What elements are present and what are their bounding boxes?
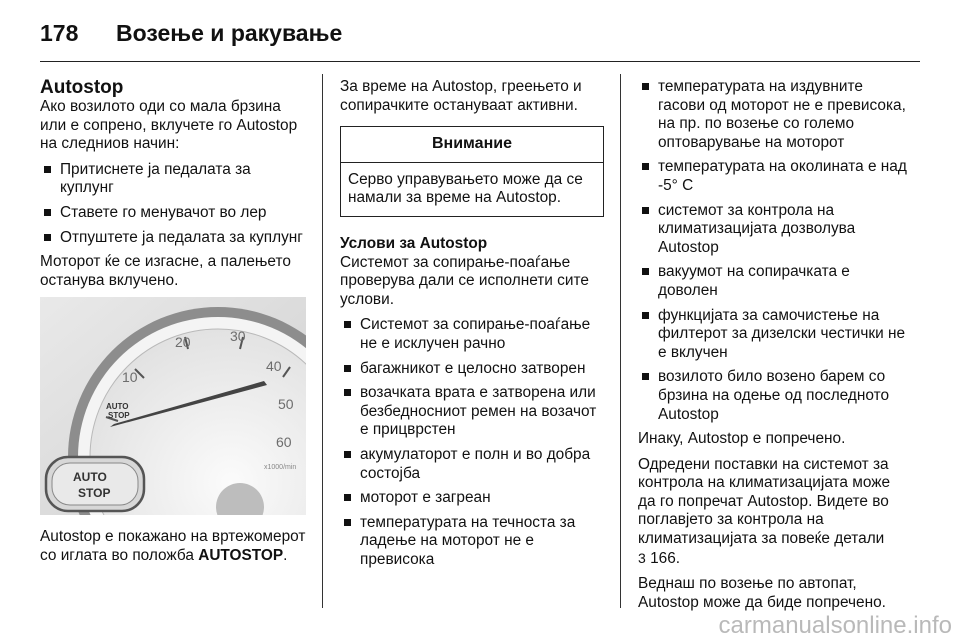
list-item: системот за контрола на климатизацијата дозволува Autostop	[638, 202, 908, 258]
list-item: Системот за сопирање-поаѓање не е исклучен рачно	[340, 316, 604, 353]
warning-title: Внимание	[341, 127, 603, 163]
figure-caption: Autostop е покажано на вртежомерот со иглата во положба AUTOSTOP.	[40, 528, 306, 564]
bullet-square-icon	[344, 365, 351, 372]
list-item: Отпуштете ја педалата за куплунг	[40, 229, 306, 248]
tachometer-figure	[40, 297, 306, 515]
column-2	[340, 78, 604, 575]
section-title: Autostop	[40, 77, 124, 98]
page-reference[interactable]: 166.	[650, 549, 681, 567]
bullet-square-icon	[642, 312, 649, 319]
bullet-square-icon	[44, 166, 51, 173]
page-number: 178	[40, 20, 79, 46]
list-item: температурата на издувните гасови од моторот не е превисока, на пр. по возење со големо оптоварување на моторот	[638, 78, 908, 152]
column-divider-2	[620, 74, 621, 608]
bullet-square-icon	[642, 83, 649, 90]
column-1	[40, 78, 306, 573]
dial-autostop-label-1: AUTO	[106, 402, 129, 412]
dial-number: 20	[175, 334, 191, 351]
dial-unit-label: x1000/min	[264, 464, 297, 472]
list-item: Притиснете ја педалата за куплунг	[40, 161, 306, 198]
bullet-square-icon	[344, 321, 351, 328]
dial-number: 40	[266, 358, 282, 375]
bullet-square-icon	[642, 373, 649, 380]
bullet-square-icon	[344, 494, 351, 501]
conditions-list	[340, 316, 604, 569]
dial-number: 60	[276, 434, 292, 451]
list-item: вакуумот на сопирачката е доволен	[638, 263, 908, 300]
intro-paragraph: Ако возилото оди со мала брзина или е сопрено, вклучете го Autostop на следниов начин:	[40, 98, 298, 153]
conditions-intro: Системот за сопирање-поаѓање проверува дали се исполнети сите услови.	[340, 253, 589, 308]
list-item: багажникот е целосно затворен	[340, 360, 604, 379]
page-title: Возење и ракување	[116, 20, 343, 46]
subsection-title: Услови за Autostop	[340, 234, 488, 252]
watermark: carmanualsonline.info	[718, 612, 952, 639]
list-item: функцијата за самочистење на филтерот за дизелски честички не е вклучен	[638, 307, 908, 363]
list-item: моторот е загреан	[340, 489, 604, 508]
page-header	[40, 18, 920, 62]
list-item: акумулаторот е полн и во добра состојба	[340, 446, 604, 483]
dial-autostop-label-2: STOP	[108, 411, 130, 421]
bullet-square-icon	[642, 268, 649, 275]
bullet-square-icon	[344, 451, 351, 458]
steps-list	[40, 161, 306, 247]
paragraph-inhibited: Инаку, Autostop е попречено.	[638, 430, 846, 448]
dial-number: 10	[122, 369, 138, 386]
dial-number: 30	[230, 328, 246, 345]
column-divider-1	[322, 74, 323, 608]
bullet-square-icon	[44, 234, 51, 241]
list-item: температурата на околината е над -5° C	[638, 158, 908, 195]
warning-body: Серво управувањето може да се намали за време на Autostop.	[348, 170, 583, 207]
tachometer-illustration	[40, 297, 306, 515]
list-item: Ставете го менувачот во лер	[40, 204, 306, 223]
list-item: температурата на течноста за ладење на моторот не е превисока	[340, 514, 604, 570]
warning-box	[340, 126, 604, 217]
paragraph-climate: Одредени поставки на системот за контрола на климатизацијата може да го попречат Autostop. Видете во поглавјето за контрола на климатизацијата за повеќе детали 3 166.	[638, 455, 891, 567]
paragraph-highway: Веднаш по возење по автопат, Autostop може да биде попречено.	[638, 575, 886, 611]
bullet-square-icon	[344, 389, 351, 396]
bullet-square-icon	[344, 519, 351, 526]
bullet-square-icon	[44, 209, 51, 216]
column-3	[638, 78, 908, 619]
autostop-button-label-2: STOP	[78, 486, 111, 501]
bullet-square-icon	[642, 207, 649, 214]
autostop-button-label-1: AUTO	[73, 470, 107, 485]
conditions-list-continued	[638, 78, 908, 424]
dial-number: 50	[278, 396, 294, 413]
result-paragraph: Моторот ќе се изгасне, а палењето останува вклучено.	[40, 253, 291, 289]
bullet-square-icon	[642, 163, 649, 170]
header-rule	[40, 61, 920, 62]
list-item: возилото било возено барем со брзина на одење од последното Autostop	[638, 368, 908, 424]
page-reference-icon: 3	[638, 549, 646, 566]
intro-paragraph: За време на Autostop, греењето и сопирачките остануваат активни.	[340, 78, 582, 114]
list-item: возачката врата е затворена или безбедносниот ремен на возачот е прицврстен	[340, 384, 604, 440]
